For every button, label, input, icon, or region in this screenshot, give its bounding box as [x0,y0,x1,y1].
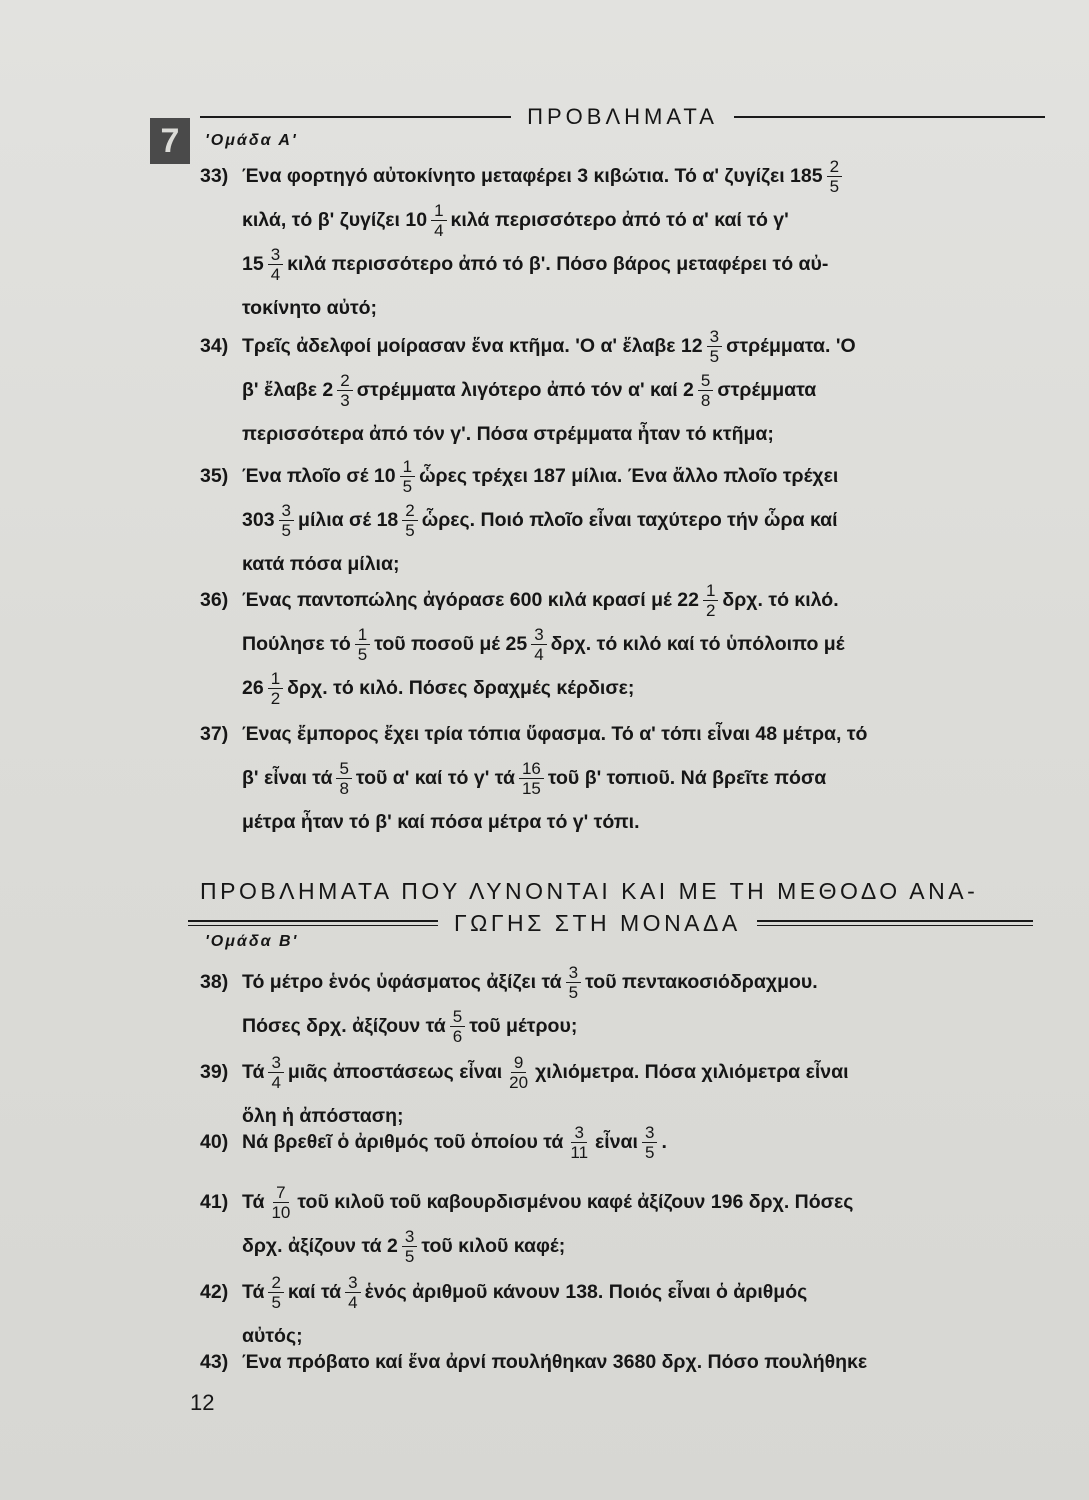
fraction-numerator: 2 [402,501,417,521]
section-b-title-line1: ΠΡΟΒΛΗΜΑΤΑ ΠΟΥ ΛΥΝΟΝΤΑΙ ΚΑΙ ΜΕ ΤΗ ΜΕΘΟΔΟ ΑΝΑ- [200,878,979,904]
fraction-numerator: 9 [511,1053,526,1073]
fraction [268,669,283,708]
problem-line [200,1004,1050,1048]
fraction-numerator: 2 [337,371,352,391]
problem-38 [200,960,1050,1048]
section-b-title-row2 [188,907,1033,939]
fraction-numerator: 3 [707,327,722,347]
fraction [642,1123,657,1162]
problem-number: 36) [200,589,229,611]
fraction [506,1053,531,1092]
section-rule-left [188,920,438,926]
problem-text: δρχ. τό κιλό. Πόσες δραχμές κέρδισε; [287,677,635,699]
fraction [531,625,546,664]
fraction-denominator: 2 [705,601,716,621]
fraction [402,501,417,540]
problem-number: 41) [200,1191,229,1213]
fraction-denominator: 5 [357,645,368,665]
problem-text: κατά πόσα μίλια; [242,553,400,575]
fraction-numerator: 7 [273,1183,288,1203]
fraction-denominator: 6 [452,1027,463,1047]
problem-text: τοῦ κιλοῦ καφέ; [421,1235,566,1257]
problem-35 [200,454,1050,586]
problem-number: 35) [200,465,229,487]
page-header [200,104,1045,130]
problem-text: 15 [242,253,264,275]
fraction [337,371,352,410]
fraction [698,371,713,410]
problem-text: ὧρες τρέχει 187 μίλια. Ένα ἄλλο πλοῖο τρέχει [419,465,839,487]
fraction [355,625,370,664]
problem-text: Ένας ἔμπορος ἔχει τρία τόπια ὕφασμα. Τό α' τόπι εἶναι 48 μέτρα, τό [242,723,868,745]
fraction [827,157,842,196]
problem-number: 38) [200,971,229,993]
fraction-numerator: 5 [450,1007,465,1027]
fraction-denominator: 8 [700,391,711,411]
fraction-denominator: 4 [434,221,444,241]
problem-text: κιλά περισσότερο ἀπό τό α' καί τό γ' [450,209,789,231]
problem-line [200,368,1050,412]
problem-line [200,198,1050,242]
problem-text: αὐτός; [242,1325,303,1347]
problem-line [200,960,1050,1004]
page-number: 12 [190,1390,215,1415]
fraction-numerator: 2 [268,1273,283,1293]
problem-number: 33) [200,165,229,187]
problem-line [200,412,1050,456]
problem-text: μίλια σέ 18 [298,509,399,531]
fraction [268,1273,283,1312]
fraction [402,1227,417,1266]
problem-text: περισσότερα ἀπό τόν γ'. Πόσα στρέμματα ἦταν τό κτῆμα; [242,423,774,445]
problem-number: 42) [200,1281,229,1303]
problem-40 [200,1120,1050,1164]
problem-text: β' εἶναι τά [242,767,333,789]
fraction [400,457,415,496]
problem-line [200,454,1050,498]
problem-text: Τά [242,1281,265,1303]
problem-line [200,1224,1050,1268]
fraction [431,201,446,240]
problem-text: κιλά περισσότερο ἀπό τό β'. Πόσο βάρος μεταφέρει τό αὐ- [287,253,829,275]
fraction-denominator: 5 [271,1293,281,1313]
problem-text: στρέμματα λιγότερο ἀπό τόν α' καί 2 [356,379,694,401]
fraction-numerator: 1 [703,581,718,601]
fraction-numerator: 3 [642,1123,657,1143]
fraction-numerator: 3 [566,963,581,983]
fraction-denominator: 4 [271,1073,281,1093]
problem-text: Ένα πρόβατο καί ἕνα ἀρνί πουλήθηκαν 3680 δρχ. Πόσο πουλήθηκε [242,1351,868,1373]
fraction-numerator: 16 [519,759,544,779]
problem-text: τοῦ μέτρου; [469,1015,578,1037]
problem-text: Ένα πλοῖο σέ 10 [242,465,396,487]
problem-line [200,1180,1050,1224]
problem-line [200,324,1050,368]
fraction-denominator: 15 [521,779,541,799]
problem-text: τοῦ α' καί τό γ' τά [355,767,515,789]
problem-number: 39) [200,1061,229,1083]
fraction-numerator: 1 [431,201,446,221]
group-a-label: 'Ομάδα Α' [205,132,298,149]
problem-text: χιλιόμετρα. Πόσα χιλιόμετρα εἶναι [535,1061,849,1083]
problem-line [200,712,1050,756]
problem-text: ὅλη ἡ ἀπόσταση; [242,1105,404,1127]
problem-line [200,800,1050,844]
problem-text: καί τά [287,1281,342,1303]
fraction-denominator: 20 [509,1073,529,1093]
problem-text: . [661,1131,667,1153]
fraction [707,327,722,366]
problem-text: Τρεῖς ἀδελφοί μοίρασαν ἕνα κτῆμα. 'Ο α' ἔλαβε 12 [242,335,703,357]
fraction-denominator: 5 [709,347,720,367]
fraction-denominator: 4 [348,1293,358,1313]
problem-text: ἑνός ἀριθμοῦ κάνουν 138. Ποιός εἶναι ὁ ἀριθμός [364,1281,808,1303]
problem-33 [200,154,1050,330]
problem-text: τοῦ ποσοῦ μέ 25 [374,633,528,655]
fraction [566,963,581,1002]
header-rule-left [200,116,511,118]
problem-36 [200,578,1050,710]
fraction-denominator: 5 [402,477,413,497]
fraction [345,1273,360,1312]
problem-line [200,1340,1050,1384]
problem-37 [200,712,1050,844]
problem-41 [200,1180,1050,1268]
fraction-denominator: 5 [829,177,840,197]
fraction-numerator: 3 [571,1123,586,1143]
problem-number: 43) [200,1351,229,1373]
problem-text: κιλά, τό β' ζυγίζει 10 [242,209,428,231]
fraction-numerator: 5 [698,371,713,391]
problem-number: 34) [200,335,229,357]
problem-line [200,578,1050,622]
problem-text: δρχ. ἀξίζουν τά 2 [242,1235,398,1257]
fraction-numerator: 1 [355,625,370,645]
fraction [268,1183,293,1222]
problem-line [200,622,1050,666]
problem-text: ὧρες. Ποιό πλοῖο εἶναι ταχύτερο τήν ὧρα καί [421,509,838,531]
section-b-title [200,875,1050,939]
problem-text: τοῦ πεντακοσιόδραχμου. [585,971,818,993]
page-title: ΠΡΟΒΛΗΜΑΤΑ [527,104,718,129]
fraction-denominator: 11 [570,1143,589,1163]
problem-text: 26 [242,677,264,699]
fraction-denominator: 4 [270,265,281,285]
problem-text: Τό μέτρο ἑνός ὑφάσματος ἀξίζει τά [242,971,562,993]
fraction-numerator: 3 [531,625,546,645]
problem-text: στρέμματα. 'Ο [726,335,856,357]
problem-number: 40) [200,1131,229,1153]
section-rule-right [757,920,1033,926]
fraction [450,1007,465,1046]
problem-34 [200,324,1050,456]
fraction [268,1053,283,1092]
fraction-numerator: 3 [402,1227,417,1247]
fraction-numerator: 2 [827,157,842,177]
problem-text: τοῦ κιλοῦ τοῦ καβουρδισμένου καφέ ἀξίζουν 196 δρχ. Πόσες [297,1191,854,1213]
fraction-denominator: 5 [644,1143,655,1163]
header-rule-right [734,116,1045,118]
problem-text: τοκίνητο αὐτό; [242,297,378,319]
problem-text: μιᾶς ἀποστάσεως εἶναι [287,1061,503,1083]
fraction-denominator: 3 [340,391,350,411]
fraction-numerator: 3 [345,1273,360,1293]
problem-line [200,1050,1050,1094]
problem-line [200,242,1050,286]
fraction [567,1123,591,1162]
problem-text: Ένας παντοπώλης ἀγόρασε 600 κιλά κρασί μέ 22 [242,589,699,611]
fraction [279,501,294,540]
problem-text: Νά βρεθεῖ ὁ ἀριθμός τοῦ ὁποίου τά [242,1131,564,1153]
fraction-denominator: 5 [404,1247,415,1267]
fraction-numerator: 1 [400,457,415,477]
problem-line [200,498,1050,542]
problem-line [200,1120,1050,1164]
problem-line [200,756,1050,800]
fraction [519,759,544,798]
fraction-denominator: 10 [271,1203,291,1223]
problem-text: Πόσες δρχ. ἀξίζουν τά [242,1015,446,1037]
problem-text: Τά [242,1061,265,1083]
problem-text: 303 [242,509,275,531]
problem-line [200,1270,1050,1314]
problem-text: δρχ. τό κιλό καί τό ὑπόλοιπο μέ [550,633,845,655]
fraction-denominator: 2 [270,689,281,709]
group-b-label: 'Ομάδα Β' [205,933,299,950]
problem-line [200,666,1050,710]
section-b-title-line2: ΓΩΓΗΣ ΣΤΗ ΜΟΝΑΔΑ [454,910,741,936]
fraction [703,581,718,620]
fraction [336,759,351,798]
fraction-numerator: 3 [268,1053,283,1073]
problem-text: β' ἔλαβε 2 [242,379,334,401]
fraction-numerator: 3 [268,245,283,265]
fraction-denominator: 5 [405,521,415,541]
problem-text: δρχ. τό κιλό. [722,589,839,611]
fraction-denominator: 8 [339,779,349,799]
problem-text: Πούλησε τό [242,633,351,655]
problem-text: Τά [242,1191,265,1213]
chapter-badge: 7 [150,118,190,164]
fraction-denominator: 4 [534,645,544,665]
problem-line [200,154,1050,198]
problem-text: μέτρα ἦταν τό β' καί πόσα μέτρα τό γ' τόπι. [242,811,640,833]
problem-text: τοῦ β' τοπιοῦ. Νά βρεῖτε πόσα [547,767,827,789]
fraction-numerator: 5 [336,759,351,779]
fraction-denominator: 5 [281,521,292,541]
problem-text: Ένα φορτηγό αὐτοκίνητο μεταφέρει 3 κιβώτια. Τό α' ζυγίζει 185 [242,165,823,187]
problem-text: εἶναι [595,1131,638,1153]
problem-text: στρέμματα [717,379,817,401]
fraction-numerator: 3 [279,501,294,521]
problem-number: 37) [200,723,229,745]
fraction [268,245,283,284]
fraction-numerator: 1 [268,669,283,689]
fraction-denominator: 5 [568,983,579,1003]
problem-43 [200,1340,1050,1384]
